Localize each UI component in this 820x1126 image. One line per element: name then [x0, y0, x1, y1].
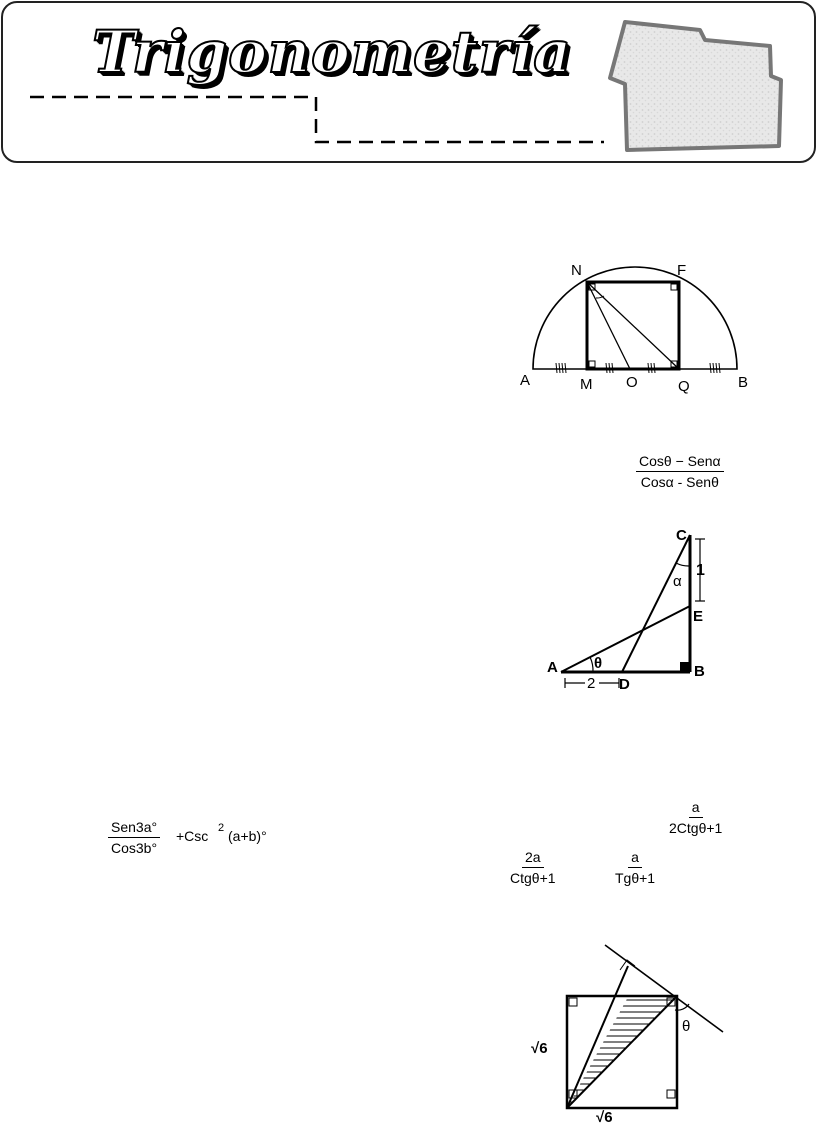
option-2a-over-ctg	[507, 849, 559, 886]
fig2-label-alpha: α	[673, 573, 682, 590]
figure-square-shaded-triangle	[555, 940, 745, 1115]
option1-denominator: 2Ctgθ+1	[669, 820, 723, 836]
fig1-label-o: O	[626, 374, 638, 391]
expression2-denominator: Cos3b°	[111, 840, 158, 856]
option-a-over-tg	[612, 849, 658, 886]
fig2-label-theta: θ	[594, 655, 603, 672]
fig3-label-side-left: √6	[531, 1040, 548, 1057]
page-title: Trigonometría	[92, 18, 572, 86]
expression2-csc: +Csc	[176, 828, 209, 844]
expression2-numerator: Sen3a°	[108, 819, 160, 838]
fig2-label-b: B	[694, 663, 705, 680]
option2-denominator: Ctgθ+1	[510, 870, 556, 886]
fig2-label-a: A	[547, 659, 558, 676]
figure-right-triangle	[545, 525, 745, 695]
expression2-exponent: 2	[218, 822, 225, 834]
option2-numerator: 2a	[522, 849, 544, 868]
fig1-label-a: A	[520, 372, 531, 389]
fig2-label-d: D	[619, 676, 630, 693]
option3-numerator: a	[628, 849, 642, 868]
expression-denominator: Cosα - Senθ	[640, 474, 719, 490]
fig2-label-one: 1	[696, 562, 705, 579]
fig1-label-m: M	[580, 376, 593, 393]
expression-sen-cos	[108, 819, 160, 856]
fig2-label-c: C	[676, 527, 687, 544]
fig1-label-b: B	[738, 374, 749, 391]
expression-numerator: Cosθ − Senα	[636, 453, 724, 472]
option-a-over-2ctg	[666, 799, 725, 836]
fig3-label-side-bottom: √6	[596, 1109, 613, 1126]
option3-denominator: Tgθ+1	[615, 870, 656, 886]
fig1-label-f: F	[677, 262, 687, 279]
expression-cos-sen	[636, 453, 724, 490]
option1-numerator: a	[689, 799, 703, 818]
expression2-argument: (a+b)°	[228, 828, 267, 844]
fig1-label-n: N	[571, 262, 582, 279]
fig1-label-q: Q	[678, 378, 690, 395]
fig2-label-e: E	[693, 608, 704, 625]
fig2-label-two: 2	[587, 675, 596, 692]
fig3-label-theta: θ	[682, 1018, 691, 1035]
header-stone-image	[605, 18, 795, 158]
